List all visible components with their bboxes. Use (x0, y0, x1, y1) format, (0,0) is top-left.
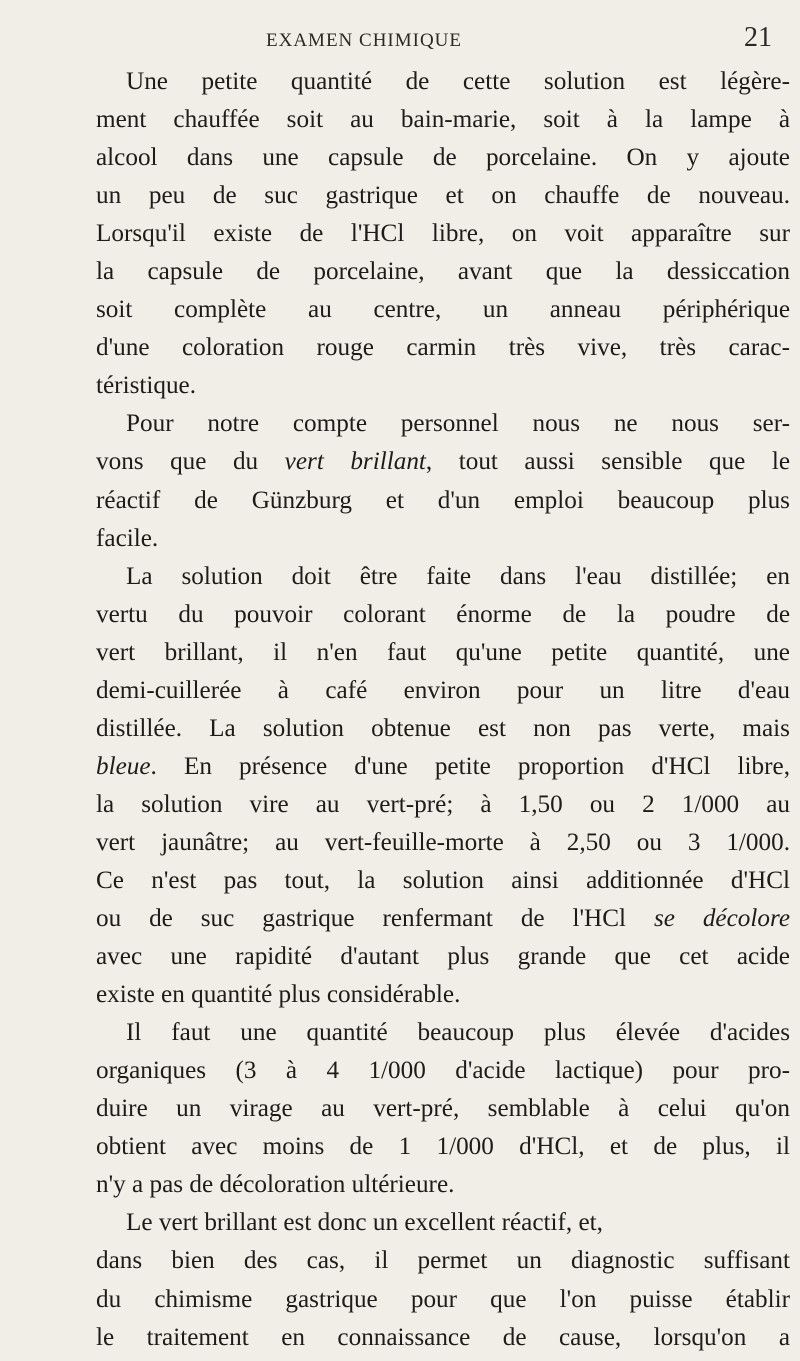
text-line (96, 900, 790, 938)
text-segment: dans bien des cas, il permet un diagnostic suffisant (96, 1247, 790, 1275)
text-segment: ou de suc gastrique renfermant de l'HCl (96, 905, 654, 933)
text-segment: Une petite quantité de cette solution est légère- (126, 68, 790, 95)
text-line (96, 101, 790, 139)
text-segment: vons que du (96, 448, 285, 476)
running-title: EXAMEN CHIMIQUE (266, 30, 463, 51)
text-segment: Pour notre compte personnel nous ne nous ser- (126, 410, 790, 438)
text-line (96, 710, 790, 748)
text-segment: Il faut une quantité beaucoup plus élevée d'acides (126, 1019, 790, 1047)
text-segment: avec une rapidité d'autant plus grande que cet acide (96, 943, 790, 971)
body-text (96, 63, 790, 1357)
text-segment: Le vert brillant est donc un excellent réactif, et, (126, 1209, 603, 1237)
italic-text: se décolore (653, 905, 791, 933)
text-line (96, 1128, 790, 1166)
text-line (96, 520, 790, 558)
text-line (96, 482, 790, 520)
text-segment: Lorsqu'il existe de l'HCl libre, on voit apparaître sur (96, 220, 790, 248)
text-segment: vert brillant, il n'en faut qu'une petite quantité, une (96, 638, 790, 666)
text-segment: existe en quantité plus considérable. (96, 981, 461, 1009)
text-segment: n'y a pas de décoloration ultérieure. (96, 1171, 455, 1199)
text-segment: facile. (96, 524, 159, 552)
text-line (96, 329, 790, 367)
text-line (96, 443, 790, 481)
text-line (96, 1319, 790, 1357)
italic-text: bleue (96, 752, 151, 780)
text-segment: La solution doit être faite dans l'eau distillée; en (126, 562, 790, 590)
text-segment: demi-cuillerée à café environ pour un litre d'eau (96, 676, 790, 704)
text-line (96, 862, 790, 900)
text-line (96, 291, 790, 329)
text-segment: , tout aussi sensible que le (425, 448, 791, 476)
text-line (96, 596, 790, 634)
text-segment: du chimisme gastrique pour que l'on puisse établir (96, 1285, 790, 1313)
text-line (96, 1090, 790, 1128)
text-line (96, 1014, 790, 1052)
italic-text: vert brillant (284, 448, 426, 476)
text-segment: soit complète au centre, un anneau périphérique (96, 296, 790, 324)
text-segment: vertu du pouvoir colorant énorme de la poudre de (96, 600, 790, 628)
text-line (96, 748, 790, 786)
text-segment: Ce n'est pas tout, la solution ainsi additionnée d'HCl (96, 866, 790, 894)
text-segment: distillée. La solution obtenue est non pas verte, mais (96, 714, 790, 742)
text-segment: organiques (3 à 4 1/000 d'acide lactique) pour pro- (96, 1057, 790, 1085)
text-segment: duire un virage au vert-pré, semblable à celui qu'on (96, 1095, 790, 1123)
text-segment: le traitement en connaissance de cause, lorsqu'on a (96, 1323, 790, 1351)
text-line (96, 938, 790, 976)
text-segment: vert jaunâtre; au vert-feuille-morte à 2,50 ou 3 1/000. (96, 828, 790, 856)
text-line (96, 786, 790, 824)
text-segment: la capsule de porcelaine, avant que la dessiccation (96, 258, 790, 286)
text-line (96, 672, 790, 710)
page-number: 21 (744, 22, 772, 53)
text-line (96, 1204, 790, 1242)
text-line (96, 139, 790, 177)
text-line (96, 824, 790, 862)
text-line (96, 1242, 790, 1280)
text-segment: réactif de Günzburg et d'un emploi beaucoup plus (96, 486, 790, 514)
text-segment: ment chauffée soit au bain-marie, soit à la lampe à (96, 106, 790, 134)
text-line (96, 558, 790, 596)
text-line (96, 215, 790, 253)
text-segment: alcool dans une capsule de porcelaine. On y ajoute (96, 144, 790, 172)
text-segment: un peu de suc gastrique et on chauffe de nouveau. (96, 182, 790, 210)
page-header (96, 22, 786, 58)
text-segment: la solution vire au vert-pré; à 1,50 ou 2 1/000 au (96, 790, 790, 818)
text-line (96, 253, 790, 291)
text-line (96, 367, 790, 405)
text-segment: d'une coloration rouge carmin très vive, très carac- (96, 334, 790, 362)
text-line (96, 63, 790, 101)
text-line (96, 634, 790, 672)
text-line (96, 1052, 790, 1090)
text-segment: obtient avec moins de 1 1/000 d'HCl, et de plus, il (96, 1133, 790, 1161)
text-line (96, 405, 790, 443)
text-segment: téristique. (96, 372, 197, 400)
text-line (96, 1166, 790, 1204)
text-segment: . En présence d'une petite proportion d'HCl libre, (150, 752, 790, 780)
text-line (96, 1281, 790, 1319)
text-line (96, 177, 790, 215)
text-line (96, 976, 790, 1014)
